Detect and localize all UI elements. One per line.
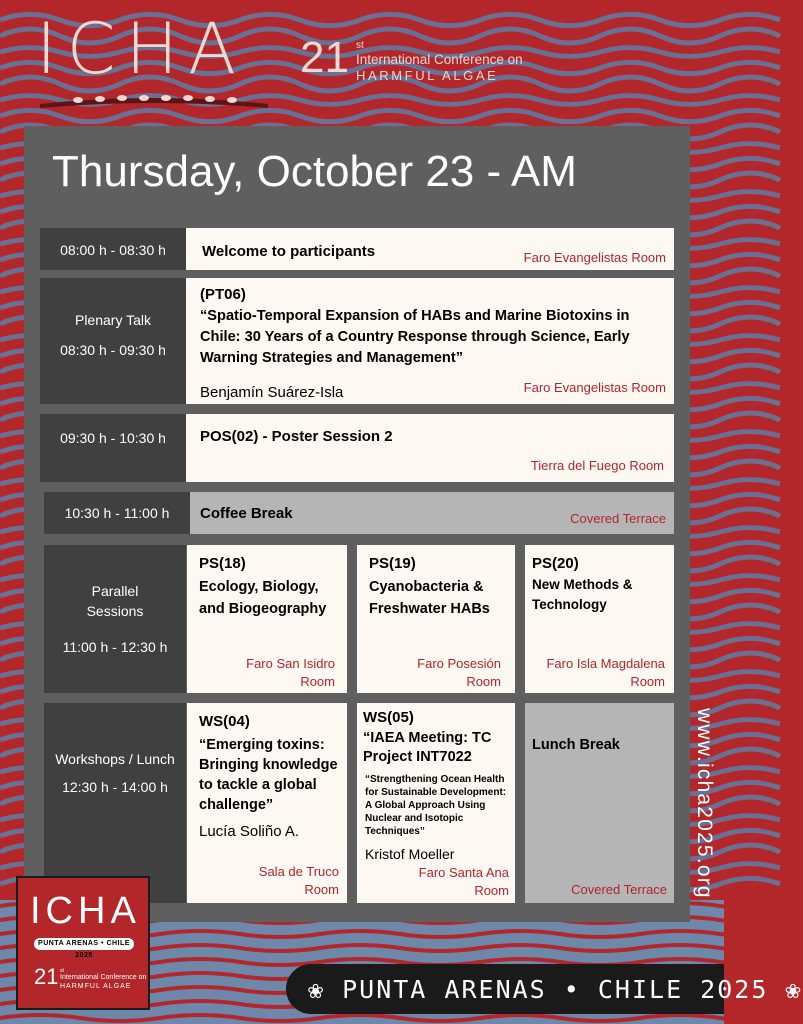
room-label: Faro Evangelistas Room bbox=[523, 380, 666, 395]
session-title: POS(02) - Poster Session 2 bbox=[200, 428, 393, 445]
session-title: “Emerging toxins: Bringing knowledge to tackle a global challenge” bbox=[199, 737, 338, 813]
time-label: 10:30 h - 11:00 h bbox=[64, 505, 170, 521]
session-card-poster bbox=[186, 414, 674, 482]
footer-logo-city: PUNTA ARENAS • CHILE 2025 bbox=[34, 938, 134, 950]
speaker-name: Benjamín Suárez-Isla bbox=[200, 384, 344, 401]
room-label-2: Room bbox=[466, 674, 501, 689]
session-code: WS(05) bbox=[363, 709, 414, 726]
session-type-label: Workshops / Lunch bbox=[55, 751, 175, 767]
session-title: Welcome to participants bbox=[202, 243, 376, 260]
session-title: Cyanobacteria & Freshwater HABs bbox=[369, 579, 490, 617]
room-label-2: Room bbox=[630, 674, 665, 689]
session-code: PS(19) bbox=[369, 555, 416, 572]
footer-edition-number: 21 bbox=[34, 964, 59, 989]
time-cell-plenary bbox=[40, 278, 186, 404]
footer-logo bbox=[16, 876, 150, 1010]
session-type-label-1: Parallel bbox=[91, 583, 139, 599]
room-label-2: Room bbox=[474, 883, 509, 898]
room-label: Tierra del Fuego Room bbox=[530, 458, 664, 473]
time-label: 12:30 h - 14:00 h bbox=[62, 779, 168, 795]
session-code: PS(20) bbox=[532, 555, 579, 572]
room-label: Covered Terrace bbox=[571, 882, 667, 897]
session-title: Ecology, Biology, and Biogeography bbox=[199, 579, 327, 617]
session-code: PS(18) bbox=[199, 555, 246, 572]
time-label: 08:00 h - 08:30 h bbox=[60, 242, 166, 258]
session-title: “IAEA Meeting: TC Project INT7022 bbox=[363, 730, 492, 765]
footer-conference-line1: International Conference on bbox=[60, 974, 147, 981]
edition-number: 21 bbox=[300, 33, 349, 82]
time-cell-parallel bbox=[44, 545, 186, 693]
footer-edition-suffix: st bbox=[60, 968, 64, 974]
session-card-ps18 bbox=[187, 545, 347, 693]
session-code: (PT06) bbox=[200, 286, 246, 303]
room-label-1: Sala de Truco bbox=[258, 864, 339, 879]
session-title: New Methods & Technology bbox=[532, 577, 633, 612]
session-card-welcome bbox=[186, 228, 674, 270]
time-cell-workshops bbox=[44, 703, 186, 903]
room-label-1: Faro Posesión bbox=[417, 656, 501, 671]
session-card-lunch bbox=[525, 703, 674, 903]
time-cell-poster bbox=[40, 414, 186, 482]
session-title: “Spatio-Temporal Expansion of HABs and Marine Biotoxins in Chile: 30 Years of a Country Response through Science, Early Warning Strategies and Management” bbox=[200, 308, 630, 366]
time-label: 11:00 h - 12:30 h bbox=[62, 639, 168, 655]
session-type-label: Plenary Talk bbox=[74, 312, 151, 328]
conference-name-line2: HARMFUL ALGAE bbox=[356, 68, 499, 83]
time-cell-welcome bbox=[40, 228, 186, 270]
time-label: 09:30 h - 10:30 h bbox=[60, 430, 166, 446]
session-card-ps20 bbox=[525, 545, 674, 693]
speaker-name: Lucía Soliño A. bbox=[199, 823, 300, 840]
room-label-1: Faro San Isidro bbox=[246, 656, 335, 671]
session-card-ps19 bbox=[357, 545, 515, 693]
room-label-2: Room bbox=[300, 674, 335, 689]
session-card-coffee bbox=[190, 492, 674, 534]
room-label: Faro Evangelistas Room bbox=[523, 250, 666, 265]
location-banner bbox=[286, 964, 803, 1014]
icha-logo: ICHA bbox=[36, 8, 247, 90]
session-card-plenary bbox=[186, 278, 674, 404]
website-url: www.icha2025.org bbox=[693, 708, 716, 899]
footer-logo-text: ICHA bbox=[30, 890, 141, 932]
session-title: Lunch Break bbox=[532, 737, 620, 753]
conference-name-line1: International Conference on bbox=[356, 52, 523, 67]
session-title: Coffee Break bbox=[200, 505, 293, 522]
session-code: WS(04) bbox=[199, 713, 250, 730]
session-subtitle: “Strengthening Ocean Health for Sustainable Development: A Global Approach Using Nuclear and Isotopic Techniques” bbox=[365, 774, 507, 837]
room-label-2: Room bbox=[304, 882, 339, 897]
room-label: Covered Terrace bbox=[570, 511, 666, 526]
footer-conference-line2: HARMFUL ALGAE bbox=[60, 983, 132, 990]
session-card-ws04 bbox=[187, 703, 347, 903]
room-label-1: Faro Isla Magdalena bbox=[546, 656, 665, 671]
logo-dots-bar bbox=[38, 90, 270, 110]
banner-text: ❀ PUNTA ARENAS • CHILE 2025 ❀ bbox=[308, 975, 803, 1004]
session-card-ws05 bbox=[357, 703, 515, 903]
room-label-1: Faro Santa Ana bbox=[418, 865, 509, 880]
speaker-name: Kristof Moeller bbox=[365, 846, 455, 862]
day-title: Thursday, October 23 - AM bbox=[52, 147, 577, 196]
session-type-label-2: Sessions bbox=[86, 603, 144, 619]
time-label: 08:30 h - 09:30 h bbox=[60, 342, 166, 358]
time-cell-coffee bbox=[44, 492, 190, 534]
edition-suffix: st bbox=[356, 40, 364, 51]
